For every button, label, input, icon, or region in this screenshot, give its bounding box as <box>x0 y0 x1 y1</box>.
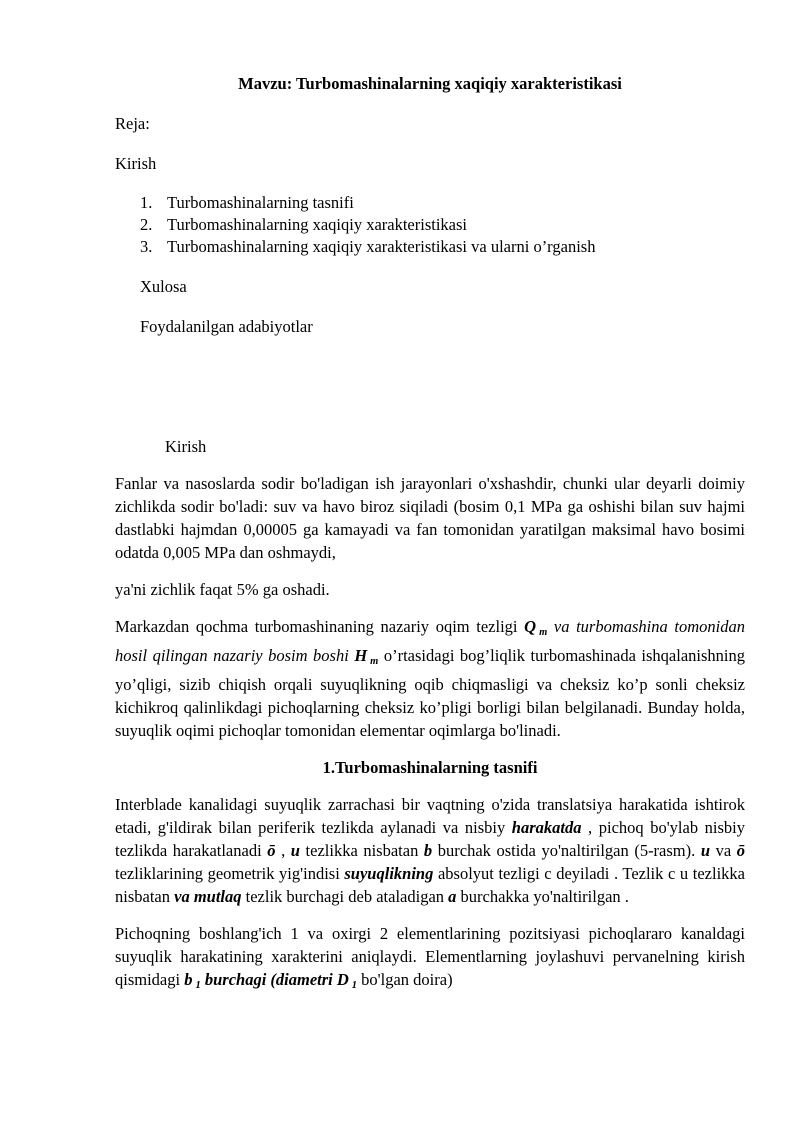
head-symbol: H <box>354 646 368 665</box>
text-run: Markazdan qochma turbomashinaning nazariy oqim tezligi <box>115 617 525 636</box>
peripheral-velocity-symbol: u <box>290 841 300 860</box>
text-run: burchak ostida yo'naltirilgan (5-rasm). <box>432 841 701 860</box>
paragraph-interblade <box>115 793 745 908</box>
section-heading-kirish: Kirish <box>165 437 207 456</box>
inlet-diameter-subscript: 1 <box>351 980 358 991</box>
inlet-angle-subscript: 1 <box>195 980 201 991</box>
emphasis-harakatda: harakatda <box>511 818 582 837</box>
flow-rate-subscript: m <box>539 627 548 638</box>
relative-velocity-symbol: ō <box>736 841 746 860</box>
plan-kirish-label: Kirish <box>115 154 157 173</box>
emphasis-burchagi-diametri: burchagi (diametri D <box>200 970 349 989</box>
emphasis-suyuqlikning: suyuqlikning <box>344 864 434 883</box>
text-run: , pichoq bo'ylab nisbiy tezlikda harakatlanadi <box>115 818 745 860</box>
text-run: bo'lgan doira) <box>357 970 453 989</box>
angle-a-symbol: a <box>448 887 457 906</box>
angle-b-symbol: b <box>423 841 433 860</box>
text-run: va <box>710 841 737 860</box>
text-run: Interblade kanalidagi suyuqlik zarrachasi bir vaqtning o'zida translatsiya harakatida ishtirok etadi, g'ildirak bilan periferik tezlikda aylanadi va nisbiy <box>115 795 745 837</box>
text-run-italic: va turbomashina tomonidan hosil qilingan nazariy bosim boshi <box>115 617 745 665</box>
plan-references-label: Foydalanilgan adabiyotlar <box>140 317 313 336</box>
spacer <box>115 355 745 435</box>
plan-conclusion-label: Xulosa <box>140 277 187 296</box>
plan-item-2 <box>140 214 745 236</box>
head-subscript: m <box>370 656 379 667</box>
plan-item-number: 1. <box>140 193 153 212</box>
plan-item-1 <box>140 192 745 214</box>
text-run: absolyut tezligi c deyiladi . Tezlik c u tezlikka nisbatan <box>115 864 745 906</box>
paragraph-density: ya'ni zichlik faqat 5% ga oshadi. <box>115 580 330 599</box>
plan-item-text: Turbomashinalarning xaqiqiy xarakteristikasi va ularni o’rganish <box>167 237 596 256</box>
plan-list <box>140 192 745 258</box>
emphasis-va-mutlaq: va mutlaq <box>174 887 242 906</box>
text-run: tezlik burchagi deb ataladigan <box>241 887 449 906</box>
plan-item-text: Turbomashinalarning tasnifi <box>167 193 354 212</box>
text-run: Pichoqning boshlang'ich 1 va oxirgi 2 elementlarining pozitsiyasi pichoqlararo kanaldagi suyuqlik harakatining xarakterini aniqlaydi. Elementlarning joylashuvi pervanelning kirish qismidagi <box>115 924 745 989</box>
paragraph-theoretical-flow <box>115 615 745 742</box>
plan-item-number: 2. <box>140 215 153 234</box>
text-run: , <box>275 841 291 860</box>
flow-rate-symbol: Q <box>524 617 537 636</box>
plan-item-3 <box>140 236 745 258</box>
plan-item-text: Turbomashinalarning xaqiqiy xarakteristikasi <box>167 215 468 234</box>
inlet-angle-symbol: b <box>184 970 193 989</box>
section-heading-tasnifi: 1.Turbomashinalarning tasnifi <box>322 758 538 777</box>
plan-item-number: 3. <box>140 237 153 256</box>
paragraph-blade-elements <box>115 922 745 997</box>
peripheral-velocity-symbol: u <box>700 841 711 860</box>
paragraph-fans-pumps: Fanlar va nasoslarda sodir bo'ladigan ish jarayonlari o'xshashdir, chunki ular deyarli doimiy zichlikda sodir bo'ladi: suv va havo biroz siqiladi (bosim 0,1 MPa ga oshishi bilan suv hajmi dastlabki hajmdan 0,00005 ga kamayadi va fan tomonidan yaratilgan maksimal havo bosimi odatda 0,005 MPa dan oshmaydi, <box>115 474 745 562</box>
relative-velocity-symbol: ō <box>267 841 276 860</box>
text-run: tezliklarining geometrik yig'indisi <box>115 864 345 883</box>
text-run: burchakka yo'naltirilgan . <box>456 887 629 906</box>
text-run: tezlikka nisbatan <box>299 841 424 860</box>
document-title: Mavzu: Turbomashinalarning xaqiqiy xarakteristikasi <box>238 74 622 93</box>
text-run: o’rtasidagi bog’liqlik turbomashinada ishqalanishning yo’qligi, sizib chiqish orqali suyuqlikning oqib chiqmasligi va cheksiz ko’p sonli cheksiz kichikroq qalinlikdagi pichoqlarning cheksiz ko’pligi borligi bilan belgilanadi. Bunday holda, suyuqlik oqimi pichoqlar tomonidan elementar oqimlarga bo'linadi. <box>115 646 745 740</box>
plan-label: Reja: <box>115 114 150 133</box>
